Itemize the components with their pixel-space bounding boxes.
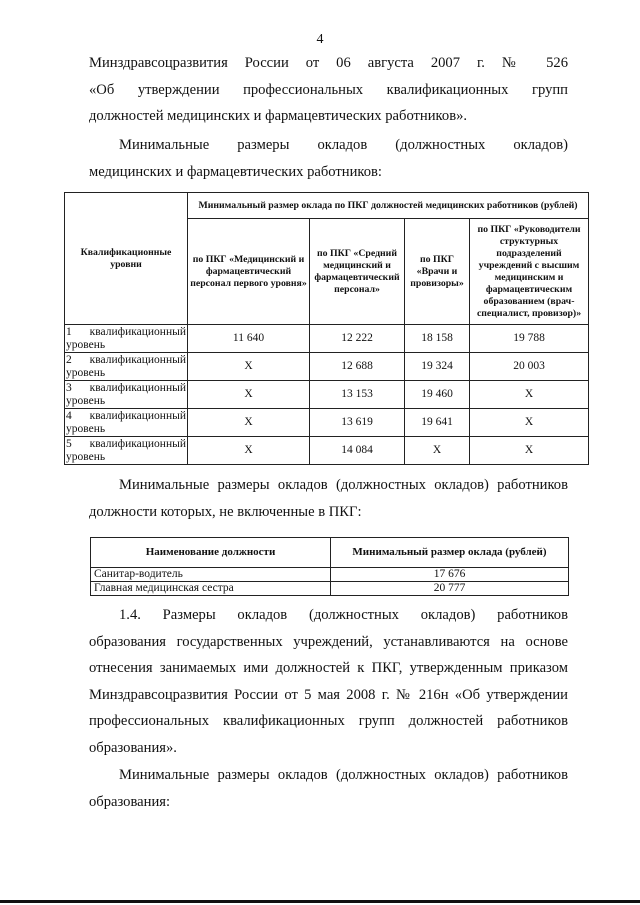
level-cell: 1 квалификационный уровень xyxy=(66,325,186,351)
table-row xyxy=(65,381,589,409)
position-cell: Санитар-водитель xyxy=(91,568,331,582)
value-cell: 13 619 xyxy=(310,409,405,437)
intro-line-2: «Об утверждении профессиональных квалификационных групп xyxy=(89,81,568,98)
value-cell: 19 460 xyxy=(405,381,470,409)
header-col-first-level: по ПКГ «Медицинский и фармацевтический персонал первого уровня» xyxy=(188,219,310,325)
section-line-1: 1.4. Размеры окладов (должностных окладов) работников xyxy=(119,607,568,623)
education-intro-paragraph xyxy=(89,762,568,815)
header-position: Наименование должности xyxy=(91,538,331,568)
value-cell: 14 084 xyxy=(310,437,405,465)
intro-paragraph xyxy=(89,50,568,130)
intro-line-3: должностей медицинских и фармацевтических работников». xyxy=(89,108,468,124)
section-line-2: образования государственных учреждений, устанавливаются на основе xyxy=(89,633,568,650)
value-cell: 12 222 xyxy=(310,325,405,353)
value-cell: 19 641 xyxy=(405,409,470,437)
medical-intro-paragraph xyxy=(89,132,568,185)
education-intro-line-2: образования: xyxy=(89,793,171,810)
value-cell: Х xyxy=(188,409,310,437)
value-cell: Х xyxy=(188,353,310,381)
education-intro-line-1: Минимальные размеры окладов (должностных окладов) работников xyxy=(119,767,568,783)
value-cell: Х xyxy=(405,437,470,465)
value-cell: 12 688 xyxy=(310,353,405,381)
value-cell: 20 003 xyxy=(470,353,589,381)
header-min-salary-group: Минимальный размер оклада по ПКГ должностей медицинских работников (рублей) xyxy=(188,193,589,219)
table-row xyxy=(65,409,589,437)
value-cell: Х xyxy=(188,381,310,409)
level-cell: 2 квалификационный уровень xyxy=(66,353,186,379)
value-cell: Х xyxy=(470,409,589,437)
nonpkg-salary-table xyxy=(90,537,569,596)
value-cell: 19 788 xyxy=(470,325,589,353)
bottom-border-line xyxy=(0,900,640,903)
header-col-middle-staff: по ПКГ «Средний медицинский и фармацевтический персонал» xyxy=(310,219,405,325)
table-row xyxy=(65,437,589,465)
header-salary: Минимальный размер оклада (рублей) xyxy=(331,538,569,568)
nonpkg-intro-line-1: Минимальные размеры окладов (должностных окладов) работников xyxy=(119,477,568,493)
medical-intro-line-2: медицинских и фармацевтических работников: xyxy=(89,163,382,180)
value-cell: 18 158 xyxy=(405,325,470,353)
value-cell: 13 153 xyxy=(310,381,405,409)
table-row xyxy=(91,568,569,582)
table-row xyxy=(65,353,589,381)
level-cell: 5 квалификационный уровень xyxy=(66,437,186,463)
value-cell: 11 640 xyxy=(188,325,310,353)
intro-line-1: Минздравсоцразвития России от 06 августа 2007 г. № 526 xyxy=(89,55,568,71)
section-line-4: Минздравсоцразвития России от 5 мая 2008 г. № 216н «Об утверждении xyxy=(89,686,568,703)
value-cell: Х xyxy=(470,437,589,465)
page-number: 4 xyxy=(316,32,324,47)
table-row xyxy=(65,325,589,353)
header-qualification-levels: Квалификационные уровни xyxy=(65,193,188,325)
medical-intro-line-1: Минимальные размеры окладов (должностных окладов) xyxy=(119,137,568,153)
level-cell: 4 квалификационный уровень xyxy=(66,409,186,435)
nonpkg-intro-line-2: должности которых, не включенные в ПКГ: xyxy=(89,503,362,520)
section-line-3: отнесения занимаемых ими должностей к ПКГ, утвержденным приказом xyxy=(89,660,568,676)
section-line-5: профессиональных квалификационных групп должностей работников xyxy=(89,713,568,729)
salary-cell: 17 676 xyxy=(331,568,569,582)
position-cell: Главная медицинская сестра xyxy=(91,582,331,596)
value-cell: Х xyxy=(470,381,589,409)
nonpkg-intro-paragraph xyxy=(89,472,568,525)
salary-cell: 20 777 xyxy=(331,582,569,596)
value-cell: 19 324 xyxy=(405,353,470,381)
header-col-heads: по ПКГ «Руководители структурных подразделений учреждений с высшим медицинским и фармацевтическим образованием (врач-специалист, провизор)» xyxy=(470,219,589,325)
table-row xyxy=(91,582,569,596)
medical-salary-table xyxy=(64,192,589,465)
section-1-4-paragraph xyxy=(89,602,568,761)
value-cell: Х xyxy=(188,437,310,465)
header-col-doctors: по ПКГ «Врачи и провизоры» xyxy=(405,219,470,325)
level-cell: 3 квалификационный уровень xyxy=(66,381,186,407)
section-line-6: образования». xyxy=(89,739,177,756)
